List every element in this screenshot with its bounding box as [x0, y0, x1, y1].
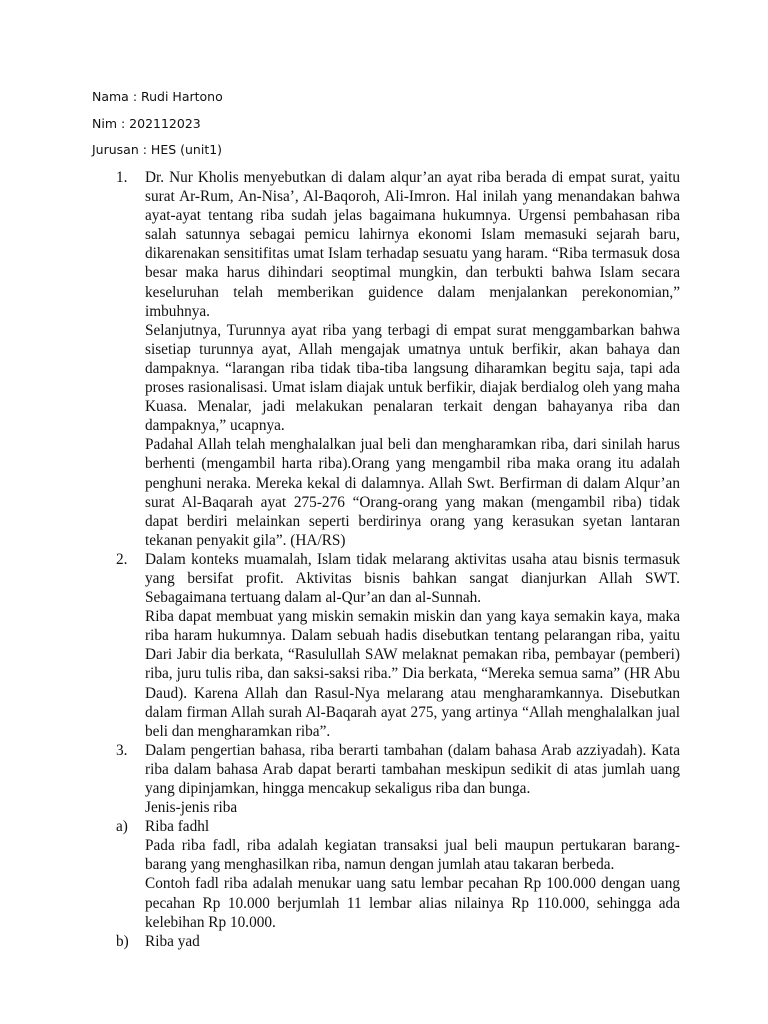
- document-body: [92, 168, 680, 951]
- paragraph: Riba fadhl: [145, 818, 210, 836]
- paragraph: Contoh fadl riba adalah menukar uang satu lembar pecahan Rp 100.000 dengan uang pecahan Rp 10.000 berjumlah 11 lembar alias nilainya Rp 110.000, sehingga ada kelebihan Rp 10.000.: [145, 875, 680, 931]
- list-item: [92, 168, 680, 550]
- list-marker: 2.: [116, 550, 128, 568]
- student-nim: Nim : 202112023: [92, 116, 201, 131]
- paragraph: Dalam pengertian bahasa, riba berarti tambahan (dalam bahasa Arab azziyadah). Kata riba dalam bahasa Arab dapat berarti tambahan meskipun sedikit di atas jumlah uang yang dipinjamkan, hingga mencakup sekaligus riba dan bunga.: [145, 741, 680, 797]
- paragraph: Riba dapat membuat yang miskin semakin miskin dan yang kaya semakin kaya, maka riba haram hukumnya. Dalam sebuah hadis disebutkan tentang pelarangan riba, yaitu Dari Jabir dia berkata, “Rasulullah SAW melaknat pemakan riba, pembayar (pemberi) riba, juru tulis riba, dan saksi-saksi riba.” Dia berkata, “Mereka semua sama” (HR Abu Daud). Karena Allah dan Rasul-Nya melarang atau mengharamkannya. Disebutkan dalam firman Allah surah Al-Baqarah ayat 275, yang artinya “Allah menghalalkan jual beli dan mengharamkan riba”.: [145, 608, 680, 740]
- paragraph: Riba yad: [145, 932, 200, 950]
- paragraph: Dalam konteks muamalah, Islam tidak melarang aktivitas usaha atau bisnis termasuk yang bersifat profit. Aktivitas bisnis bahkan sangat dianjurkan Allah SWT. Sebagaimana tertuang dalam al-Qur’an dan al-Sunnah.: [145, 550, 680, 607]
- paragraph: Selanjutnya, Turunnya ayat riba yang terbagi di empat surat menggambarkan bahwa sisetiap turunnya ayat, Allah mengajak umatnya untuk berfikir, akan bahaya dan dampaknya. “larangan riba tidak tiba-tiba langsung diharamkan begitu saja, tapi ada proses rasionalisasi. Umat islam diajak untuk berfikir, diajak berdialog oleh yang maha Kuasa. Menalar, jadi melakukan penalaran terkait dengan bahayanya riba dan dampaknya,” ucapnya.: [145, 321, 680, 435]
- list-item: [92, 817, 680, 932]
- list-marker: a): [116, 818, 128, 836]
- list-marker: 1.: [116, 169, 128, 186]
- list-marker: b): [116, 932, 129, 950]
- list-item: [92, 932, 680, 951]
- paragraph: Jenis-jenis riba: [145, 799, 238, 817]
- list-marker: 3.: [116, 741, 128, 759]
- paragraph: Padahal Allah telah menghalalkan jual beli dan mengharamkan riba, dari sinilah harus berhenti (mengambil harta riba).Orang yang mengambil riba maka orang itu adalah penghuni neraka. Mereka kekal di dalamnya. Allah Swt. Berfirman di dalam Alqur’an surat Al-Baqarah ayat 275-276 “Orang-orang yang makan (mengambil riba) tidak dapat berdiri melainkan seperti berdirinya orang yang kerasukan syetan lantaran tekanan penyakit gila”. (HA/RS): [145, 436, 680, 549]
- student-name: Nama : Rudi Hartono: [92, 89, 223, 104]
- list-item: [92, 741, 680, 817]
- student-major: Jurusan : HES (unit1): [92, 142, 223, 157]
- list-item: [92, 550, 680, 741]
- paragraph: Dr. Nur Kholis menyebutkan di dalam alqur’an ayat riba berada di empat surat, yaitu surat Ar-Rum, An-Nisa’, Al-Baqoroh, Ali-Imron. Hal inilah yang menandakan bahwa ayat-ayat tentang riba sudah jelas bagaimana hukumnya. Urgensi pembahasan riba salah satunnya sebagai pemicu lahirnya ekonomi Islam memasuki sejarah baru, dikarenakan sensitifitas umat Islam terhadap sesuatu yang haram. “Riba termasuk dosa besar maka harus dihindari seoptimal mungkin, dan terbukti bahwa Islam secara keseluruhan telah memberikan guidence dalam menjalankan perekonomian,” imbuhnya.: [145, 169, 680, 320]
- paragraph: Pada riba fadl, riba adalah kegiatan transaksi jual beli maupun pertukaran barang-barang yang menghasilkan riba, namun dengan jumlah atau takaran berbeda.: [145, 837, 680, 874]
